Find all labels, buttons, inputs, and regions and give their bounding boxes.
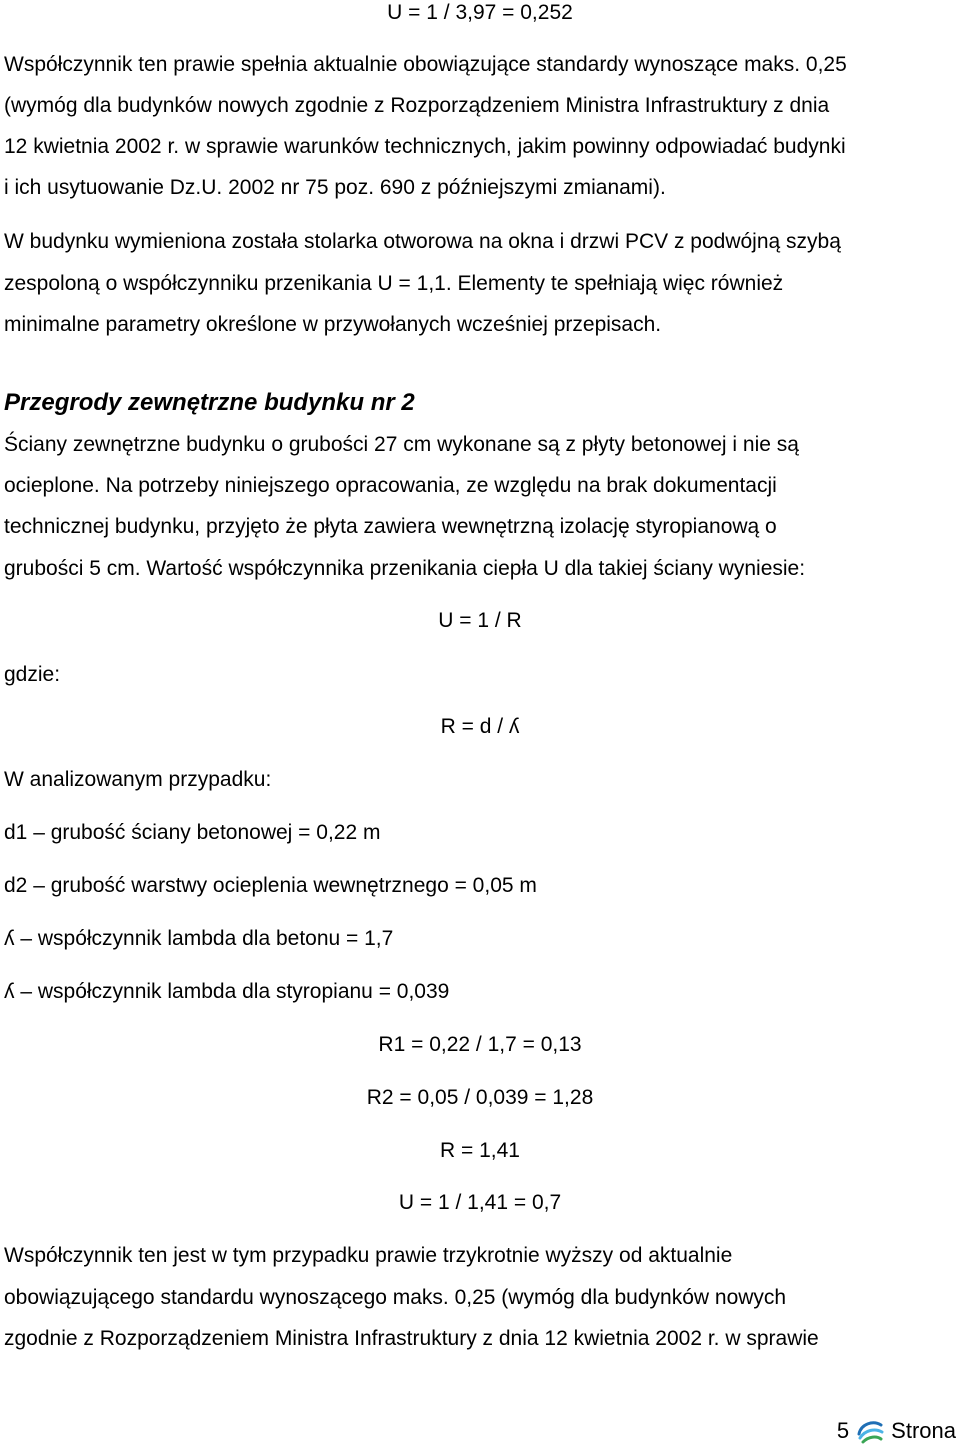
- formula-u-result: U = 1 / 3,97 = 0,252: [387, 1, 573, 24]
- paragraph-3-line-2: ocieplone. Na potrzeby niniejszego opracowania, ze względu na brak dokumentacji: [4, 474, 777, 497]
- formula-r: R = d / ʎ: [440, 715, 520, 738]
- paragraph-1-line-1: Współczynnik ten prawie spełnia aktualnie obowiązujące standardy wynoszące maks. 0,25: [4, 53, 847, 76]
- calc-r-total: R = 1,41: [440, 1139, 520, 1162]
- definition-d1: d1 – grubość ściany betonowej = 0,22 m: [4, 821, 381, 844]
- formula-u: U = 1 / R: [438, 609, 522, 632]
- calc-r2: R2 = 0,05 / 0,039 = 1,28: [366, 1086, 594, 1109]
- paragraph-4-line-1: Współczynnik ten jest w tym przypadku prawie trzykrotnie wyższy od aktualnie: [4, 1244, 733, 1267]
- paragraph-2-line-3: minimalne parametry określone w przywołanych wcześniej przepisach.: [4, 313, 662, 336]
- paragraph-1-line-3: 12 kwietnia 2002 r. w sprawie warunków technicznych, jakim powinny odpowiadać budynki: [4, 135, 846, 158]
- definition-lambda-concrete: ʎ – współczynnik lambda dla betonu = 1,7: [4, 927, 394, 950]
- page-number: 5: [836, 1418, 850, 1443]
- paragraph-1-line-2: (wymóg dla budynków nowych zgodnie z Rozporządzeniem Ministra Infrastruktury z dnia: [4, 94, 830, 117]
- gdzie-label: gdzie:: [4, 663, 61, 686]
- paragraph-2-line-1: W budynku wymieniona została stolarka otworowa na okna i drzwi PCV z podwójną szybą: [4, 230, 841, 253]
- section-heading: Przegrody zewnętrzne budynku nr 2: [4, 389, 415, 416]
- paragraph-4-line-2: obowiązującego standardu wynoszącego maks. 0,25 (wymóg dla budynków nowych: [4, 1286, 787, 1309]
- calc-r1: R1 = 0,22 / 1,7 = 0,13: [378, 1033, 582, 1056]
- calc-u-final: U = 1 / 1,41 = 0,7: [398, 1191, 562, 1214]
- paragraph-3-line-3: technicznej budynku, przyjęto że płyta zawiera wewnętrzną izolację styropianową o: [4, 515, 777, 538]
- paragraph-4-line-3: zgodnie z Rozporządzeniem Ministra Infrastruktury z dnia 12 kwietnia 2002 r. w sprawie: [4, 1327, 819, 1350]
- page-label: Strona: [891, 1418, 956, 1443]
- globe-swirl-logo-icon: [855, 1416, 885, 1446]
- definition-d2: d2 – grubość warstwy ocieplenia wewnętrznego = 0,05 m: [4, 874, 537, 897]
- paragraph-2-line-2: zespoloną o współczynniku przenikania U = 1,1. Elementy te spełniają więc również: [4, 272, 784, 295]
- paragraph-3-line-1: Ściany zewnętrzne budynku o grubości 27 cm wykonane są z płyty betonowej i nie są: [4, 433, 799, 456]
- page-footer: [837, 1414, 956, 1448]
- definition-lambda-styrofoam: ʎ – współczynnik lambda dla styropianu = 0,039: [4, 980, 450, 1003]
- paragraph-1-line-4: i ich usytuowanie Dz.U. 2002 nr 75 poz. 690 z późniejszymi zmianami).: [4, 176, 666, 199]
- paragraph-3-line-4: grubości 5 cm. Wartość współczynnika przenikania ciepła U dla takiej ściany wyniesie:: [4, 557, 806, 580]
- analysis-intro: W analizowanym przypadku:: [4, 768, 272, 791]
